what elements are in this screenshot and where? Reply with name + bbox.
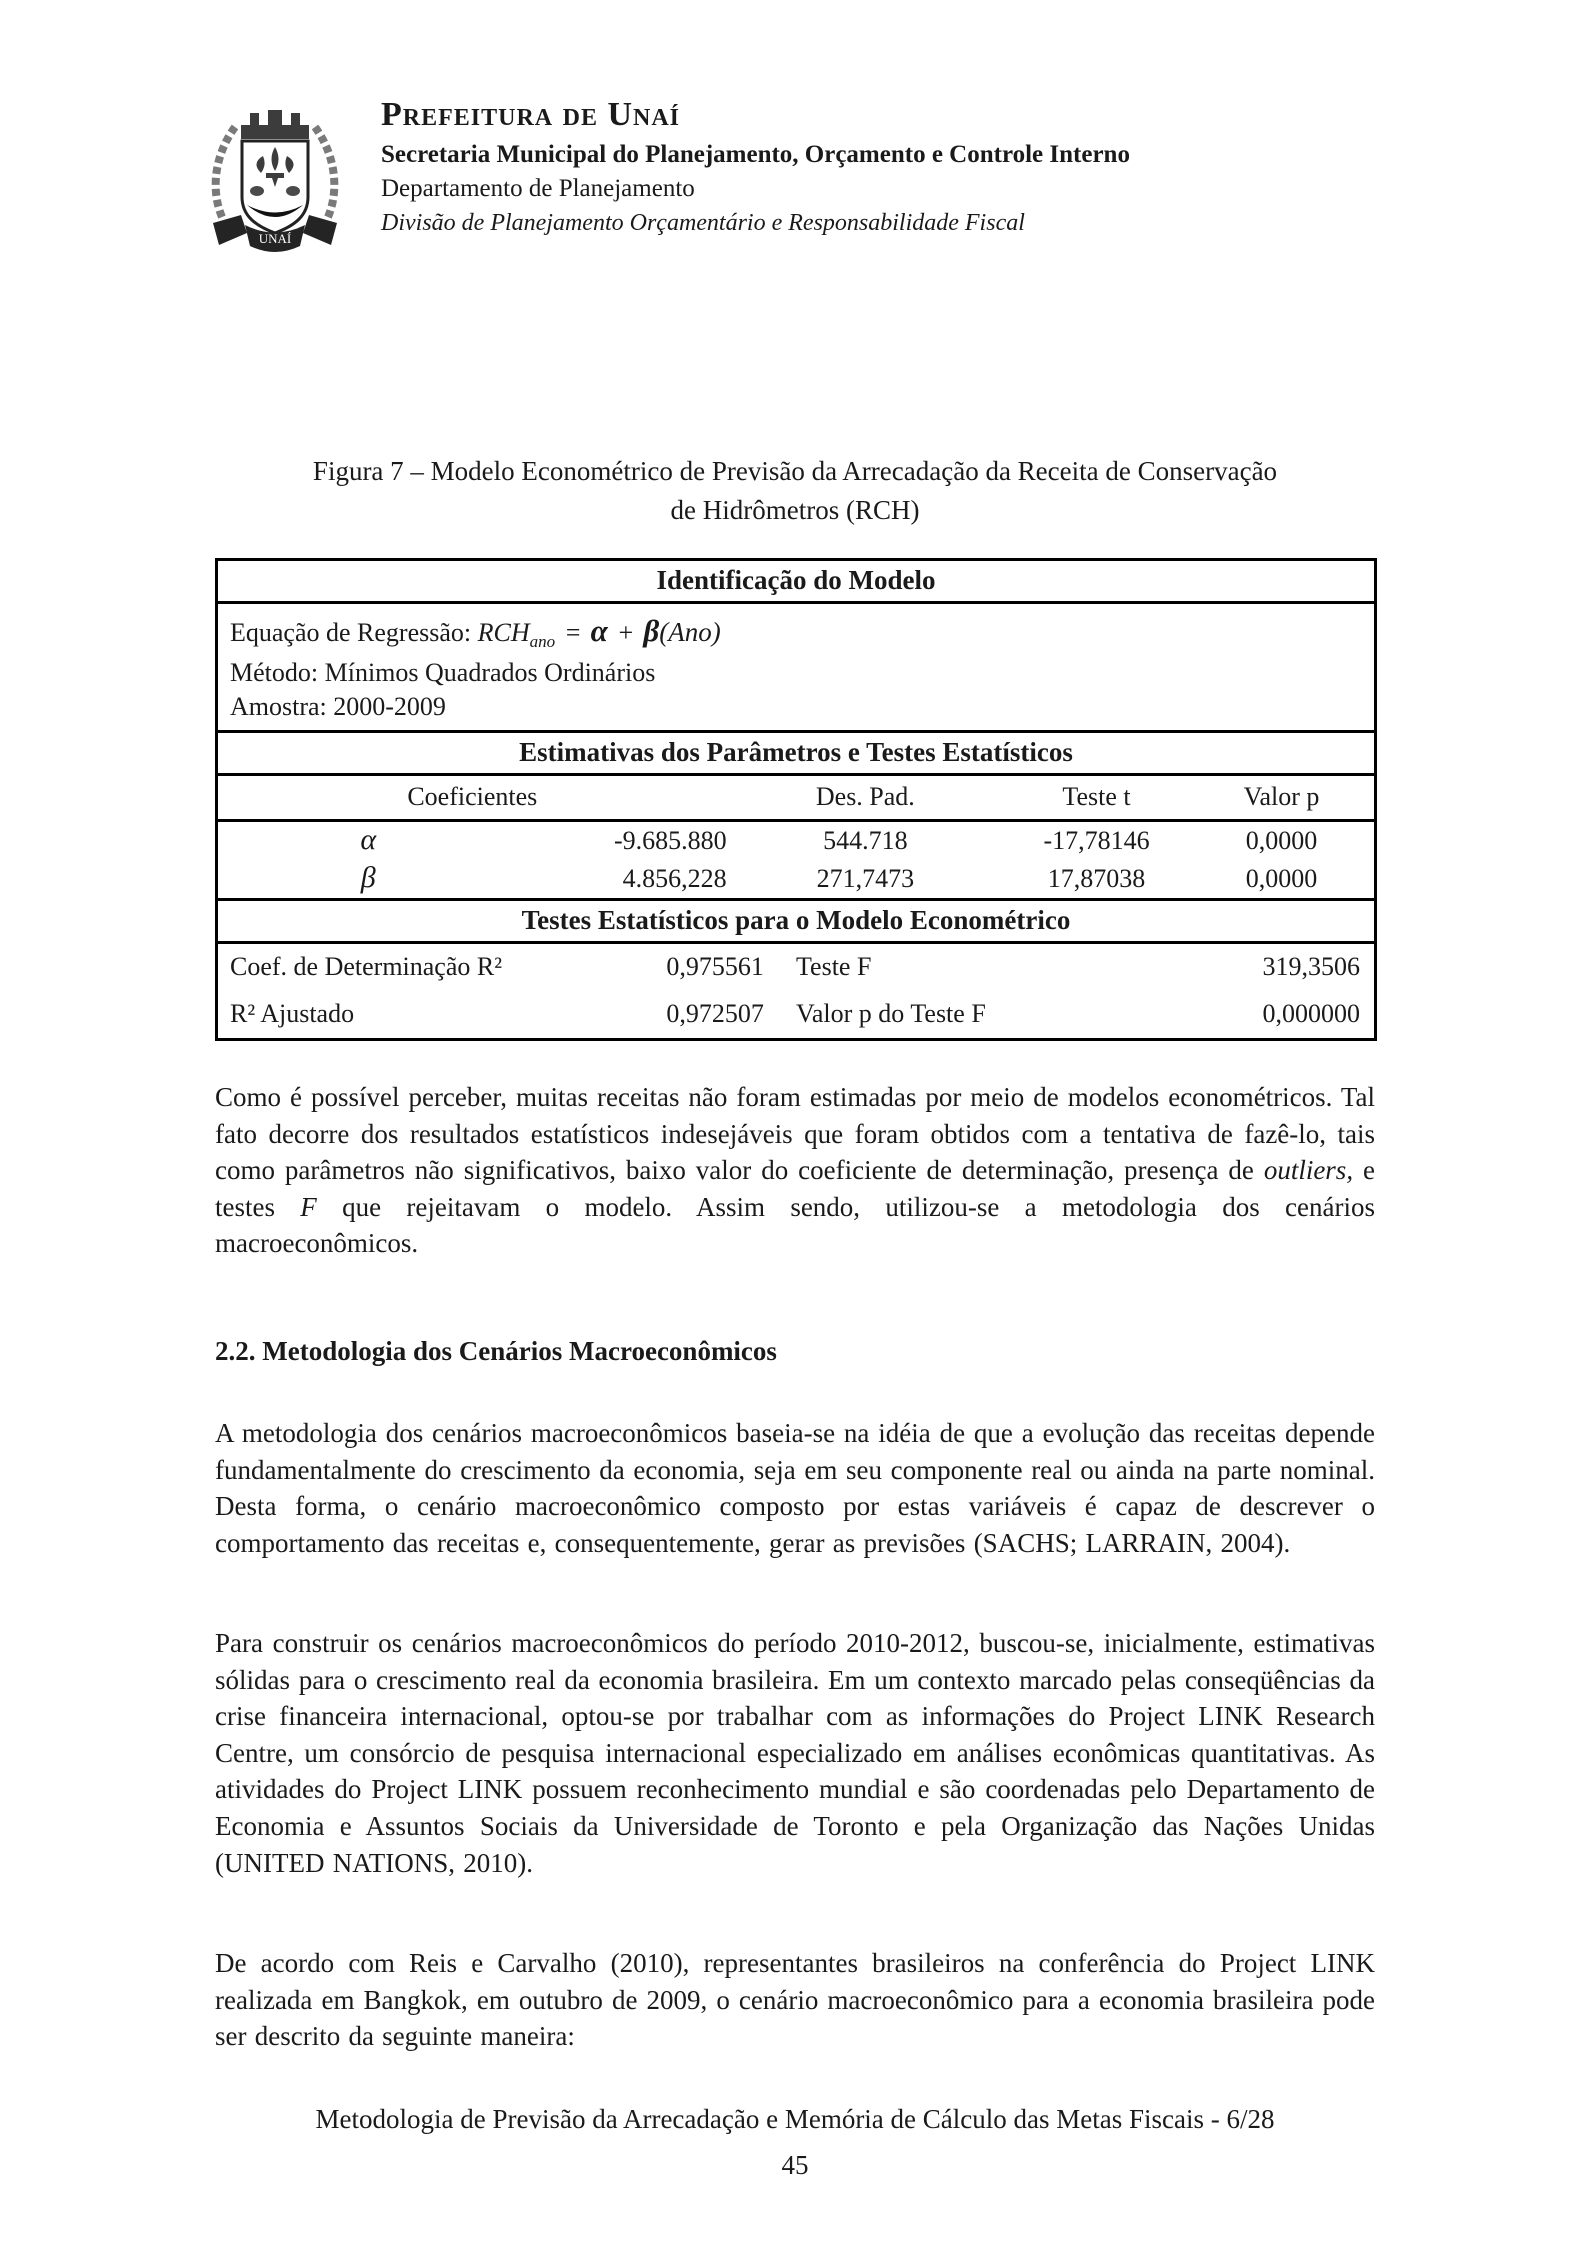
equation-prefix: Equação de Regressão: [230, 618, 478, 647]
division-line: Divisão de Planejamento Orçamentário e Responsabilidade Fiscal [381, 210, 1025, 236]
paragraph1-part3: que rejeitavam o modelo. Assim sendo, utilizou-se a metodologia dos cenários macroeconômicos. [215, 1191, 1375, 1259]
r-squared-value: 0,975561 [666, 952, 764, 982]
equation-argument: (Ano) [659, 617, 721, 647]
letterhead-text [381, 85, 1130, 238]
table-row-r-squared-adjusted [218, 991, 1374, 1038]
figure-caption [215, 452, 1375, 530]
paragraph-methodology-intro: A metodologia dos cenários macroeconômicos baseia-se na idéia de que a evolução das receitas depende fundamentalmente do crescimento da economia, seja em seu componente real ou ainda na parte nominal. Desta forma, o cenário macroeconômico composto por estas variáveis é capaz de descrever o comportamento das receitas e, consequentemente, gerar as previsões (SACHS; LARRAIN, 2004). [215, 1418, 1375, 1558]
equation-plus-sign: + [616, 618, 635, 647]
secretariat-line: Secretaria Municipal do Planejamento, Orçamento e Controle Interno [381, 141, 1130, 168]
table-row-alpha [218, 822, 1374, 860]
alpha-coefficient: -9.685.880 [613, 826, 727, 856]
page-number: 45 [781, 2150, 809, 2180]
method-row: Método: Mínimos Quadrados Ordinários [230, 658, 656, 688]
banner-tail-right [303, 215, 337, 245]
paragraph-reis-carvalho: De acordo com Reis e Carvalho (2010), representantes brasileiros na conferência do Project LINK realizada em Bangkok, em outubro de 2009, o cenário macroeconômico para a economia brasileira pode ser descrito da seguinte maneira: [215, 1948, 1375, 2052]
column-header-t-test: Teste t [1062, 782, 1131, 812]
equation-equals-sign: = [564, 618, 582, 647]
figure-caption-line1: Figura 7 – Modelo Econométrico de Previsão da Arrecadação da Receita de Conservação [312, 456, 1278, 486]
r-squared-adjusted-value: 0,972507 [666, 999, 764, 1029]
beta-std-error: 271,7473 [816, 864, 915, 894]
banner-text: UNAÍ [258, 231, 292, 246]
paragraph1-part1: Como é possível perceber, muitas receitas não foram estimadas por meio de modelos econométricos. Tal fato decorre dos resultados estatísticos indesejáveis que foram obtidos com a tentativa de fazê-lo, tais como parâmetros não significativos, baixo valor do coeficiente de determinação, presença de [215, 1082, 1375, 1186]
banner-tail-left [213, 215, 247, 245]
department-line: Departamento de Planejamento [381, 175, 695, 202]
f-test-label: Teste F [795, 952, 872, 982]
paragraph-model-discussion [215, 1079, 1375, 1262]
crown-shape [241, 110, 309, 139]
r-squared-adjusted-label: R² Ajustado [230, 999, 355, 1029]
paragraph-project-link: Para construir os cenários macroeconômicos do período 2010-2012, buscou-se, inicialmente, estimativas sólidas para o crescimento real da economia brasileira. Em um contexto marcado pelas conseqüências da crise financeira internacional, optou-se por trabalhar com as informações do Project LINK Research Centre, um consórcio de pesquisa internacional especializado em análises econômicas quantitativas. As atividades do Project LINK possuem reconhecimento mundial e são coordenadas pelo Departamento de Economia e Assuntos Sociais da Universidade de Toronto e pela Organização das Nações Unidas (UNITED NATIONS, 2010). [215, 1628, 1375, 1878]
parameter-header-row [218, 776, 1374, 822]
column-header-p-value: Valor p [1243, 782, 1320, 812]
alpha-symbol: α [360, 823, 377, 857]
equation-beta-symbol: β [643, 613, 660, 648]
shield-charge-left [250, 186, 264, 196]
regression-equation-row [218, 604, 1374, 654]
unai-coat-of-arms-logo [195, 85, 355, 265]
alpha-t-test: -17,78146 [1043, 826, 1150, 856]
beta-t-test: 17,87038 [1047, 864, 1146, 894]
table-row-r-squared [218, 944, 1374, 991]
equation-variable: RCH [477, 618, 530, 647]
figure-caption-line2: de Hidrômetros (RCH) [670, 495, 920, 525]
alpha-std-error: 544.718 [823, 826, 908, 856]
paragraph1-italic-f: F [300, 1191, 317, 1222]
f-test-p-value: 0,000000 [1262, 999, 1360, 1029]
paragraph1-part2: e testes [215, 1155, 1375, 1222]
f-test-p-value-label: Valor p do Teste F [795, 999, 986, 1029]
coat-of-arms-graphic [195, 85, 355, 265]
r-squared-label: Coef. de Determinação R² [230, 952, 503, 982]
section-heading-2-2: 2.2. Metodologia dos Cenários Macroeconômicos [215, 1336, 777, 1367]
table-section-identification: Identificação do Modelo [218, 561, 1374, 604]
beta-symbol: β [360, 861, 376, 895]
table-section-tests: Testes Estatísticos para o Modelo Econométrico [218, 898, 1374, 944]
paragraph1-italic-outliers: outliers, [1263, 1155, 1354, 1186]
column-header-std-error: Des. Pad. [815, 782, 915, 812]
laurel-right [315, 127, 334, 227]
org-name: Prefeitura de Unaí [381, 96, 681, 133]
letterhead [195, 85, 1130, 265]
alpha-p-value: 0,0000 [1245, 826, 1318, 856]
shield-charge-right [286, 186, 300, 196]
table-section-estimates: Estimativas dos Parâmetros e Testes Estatísticos [218, 730, 1374, 776]
beta-coefficient: 4.856,228 [622, 864, 727, 894]
footer-title-line: Metodologia de Previsão da Arrecadação e Memória de Cálculo das Metas Fiscais - 6/28 [315, 2104, 1275, 2134]
column-header-coefficients: Coeficientes [407, 782, 538, 812]
laurel-left [216, 127, 235, 227]
model-table [215, 558, 1377, 1041]
table-row-beta [218, 860, 1374, 898]
sample-row: Amostra: 2000-2009 [230, 692, 446, 722]
f-test-value: 319,3506 [1262, 952, 1360, 982]
equation-alpha-symbol: α [590, 613, 608, 648]
equation-subscript: ano [529, 632, 556, 652]
beta-p-value: 0,0000 [1245, 864, 1318, 894]
